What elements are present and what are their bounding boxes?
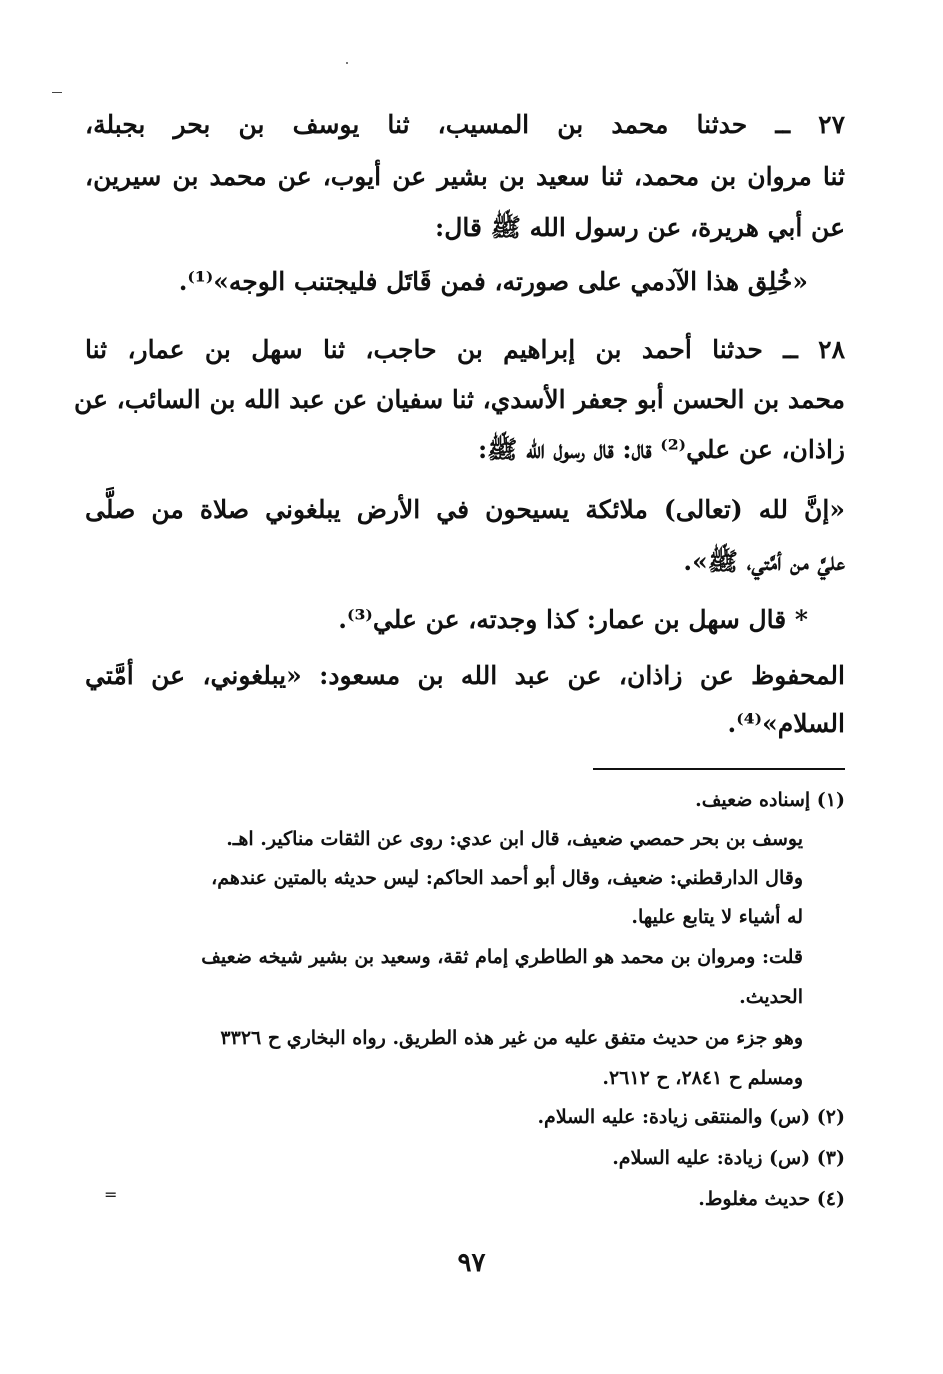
hadith-27-line-2: ثنا مروان بن محمد، ثنا سعيد بن بشير عن أيوب، عن محمد بن سيرين، — [85, 162, 845, 191]
hadith-27-matn: «خُلِق هذا الآدمي على صورته، فمن قَاتَل فليجتنب الوجه»⁽¹⁾. — [178, 267, 808, 296]
page-number: ٩٧ — [457, 1248, 486, 1278]
footnote-1-line-6: وهو جزء من حديث متفق عليه من غير هذه الطريق. رواه البخاري ح ٣٣٢٦ — [220, 1027, 803, 1049]
comment-mahfuz-line-2: السلام»⁽⁴⁾. — [727, 709, 845, 738]
footnote-1-line-4: قلت: ومروان بن محمد هو الطاطري إمام ثقة، وسعيد بن بشير شيخه ضعيف — [201, 946, 803, 968]
hadith-28-line-2: محمد بن الحسن أبو جعفر الأسدي، ثنا سفيان عن عبد الله بن السائب، عن — [74, 385, 845, 414]
hadith-27-line-3: عن أبي هريرة، عن رسول الله ﷺ قال: — [435, 213, 845, 242]
footnote-3: (٣) (س) زيادة: عليه السلام. — [612, 1147, 845, 1169]
footnote-1-line-3: له أشياء لا يتابع عليها. — [631, 906, 803, 928]
comment-mahfuz-line-1: المحفوظ عن زاذان، عن عبد الله بن مسعود: «يبلغوني، عن أمَّتي — [85, 661, 845, 690]
hadith-28-matn-line-2: عليَّ من أمَّتي، ﷺ». — [683, 547, 845, 576]
continuation-mark: = — [104, 1185, 118, 1204]
footnote-2: (٢) (س) والمنتقى زيادة: عليه السلام. — [537, 1106, 845, 1128]
footnote-separator — [593, 768, 845, 770]
hadith-27-line-1: ٢٧ ــ حدثنا محمد بن المسيب، ثنا يوسف بن بحر بجبلة، — [85, 110, 845, 139]
footnote-1-line-5: الحديث. — [739, 986, 803, 1008]
hadith-28-matn-line-1: «إنَّ لله (تعالى) ملائكة يسيحون في الأرض يبلغوني صلاة من صلَّى — [85, 495, 845, 524]
footnote-1-line-1: يوسف بن بحر حمصي ضعيف، قال ابن عدي: روى عن الثقات مناكير. اهـ. — [226, 828, 803, 850]
footnote-1-heading: (١) إسناده ضعيف. — [695, 789, 845, 811]
scan-speck — [346, 62, 348, 64]
hadith-28-line-1: ٢٨ ــ حدثنا أحمد بن إبراهيم بن حاجب، ثنا سهل بن عمار، ثنا — [85, 335, 845, 364]
hadith-28-line-3: زاذان، عن علي⁽²⁾ قال: قال رسول الله ﷺ: — [477, 435, 845, 464]
footnote-1-line-2: وقال الدارقطني: ضعيف، وقال أبو أحمد الحاكم: ليس حديثه بالمتين عندهم، — [211, 867, 803, 889]
comment-sahl: * قال سهل بن عمار: كذا وجدته، عن علي⁽³⁾. — [338, 605, 808, 634]
footnote-4: (٤) حديث مغلوط. — [698, 1188, 845, 1210]
scan-mark — [52, 92, 62, 93]
footnote-1-line-7: ومسلم ح ٢٨٤١، ح ٢٦١٢. — [602, 1067, 803, 1089]
